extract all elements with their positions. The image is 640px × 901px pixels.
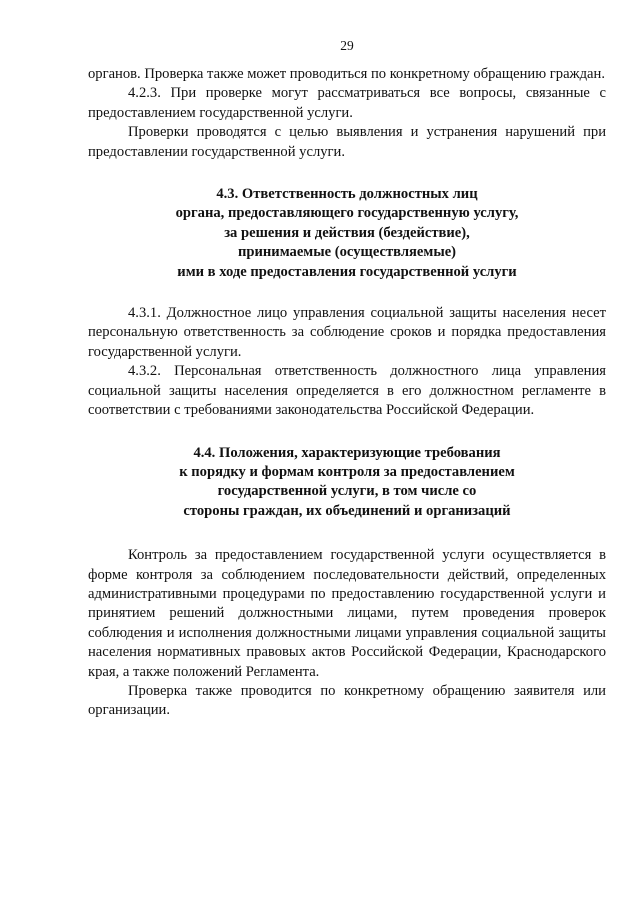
heading-line: за решения и действия (бездействие), <box>224 224 470 241</box>
paragraph-continuation: органов. Проверка также может проводиться по конкретному обращению граждан. <box>88 66 605 82</box>
paragraph-control: Контроль за предоставлением государственной услуги осуществляется в форме контроля за соблюдением последовательности действий, определенных административными процедурами по предоставлению государственной услуги и принятием решений должностными лицами, путем проведения проверок соблюдения и исполнения должностными лицами управления социальной защиты населения нормативных правовых актов Российской Федерации, Краснодарского края, а также положений Регламента. <box>88 547 606 680</box>
heading-line: 4.4. Положения, характеризующие требования <box>193 444 501 461</box>
heading-line: к порядку и формам контроля за предоставлением <box>179 463 515 480</box>
section-heading-4-4 <box>88 444 606 522</box>
heading-line: органа, предоставляющего государственную услугу, <box>175 205 519 222</box>
paragraph-check-by-request: Проверка также проводится по конкретному обращению заявителя или организации. <box>88 682 606 719</box>
document-body <box>88 65 606 721</box>
section-heading-4-3 <box>88 185 606 282</box>
heading-line: стороны граждан, их объединений и организаций <box>183 502 511 519</box>
paragraph-4-2-3: 4.2.3. При проверке могут рассматриваться все вопросы, связанные с предоставлением государственной услуги. <box>88 85 606 121</box>
paragraph-checks-purpose: Проверки проводятся с целью выявления и устранения нарушений при предоставлении государственной услуги. <box>88 124 606 160</box>
heading-line: 4.3. Ответственность должностных лиц <box>216 186 478 203</box>
paragraph-4-3-1: 4.3.1. Должностное лицо управления социальной защиты населения несет персональную ответственность за соблюдение сроков и порядка предоставления государственной услуги. <box>88 305 606 360</box>
heading-line: принимаемые (осуществляемые) <box>237 244 457 261</box>
paragraph-4-3-2: 4.3.2. Персональная ответственность должностного лица управления социальной защиты населения определяется в его должностном регламенте в соответствии с требованиями законодательства Российской Федерации. <box>88 363 606 419</box>
heading-line: государственной услуги, в том числе со <box>217 483 477 500</box>
page-number: 29 <box>340 38 354 53</box>
heading-line: ими в ходе предоставления государственной услуги <box>177 263 517 280</box>
